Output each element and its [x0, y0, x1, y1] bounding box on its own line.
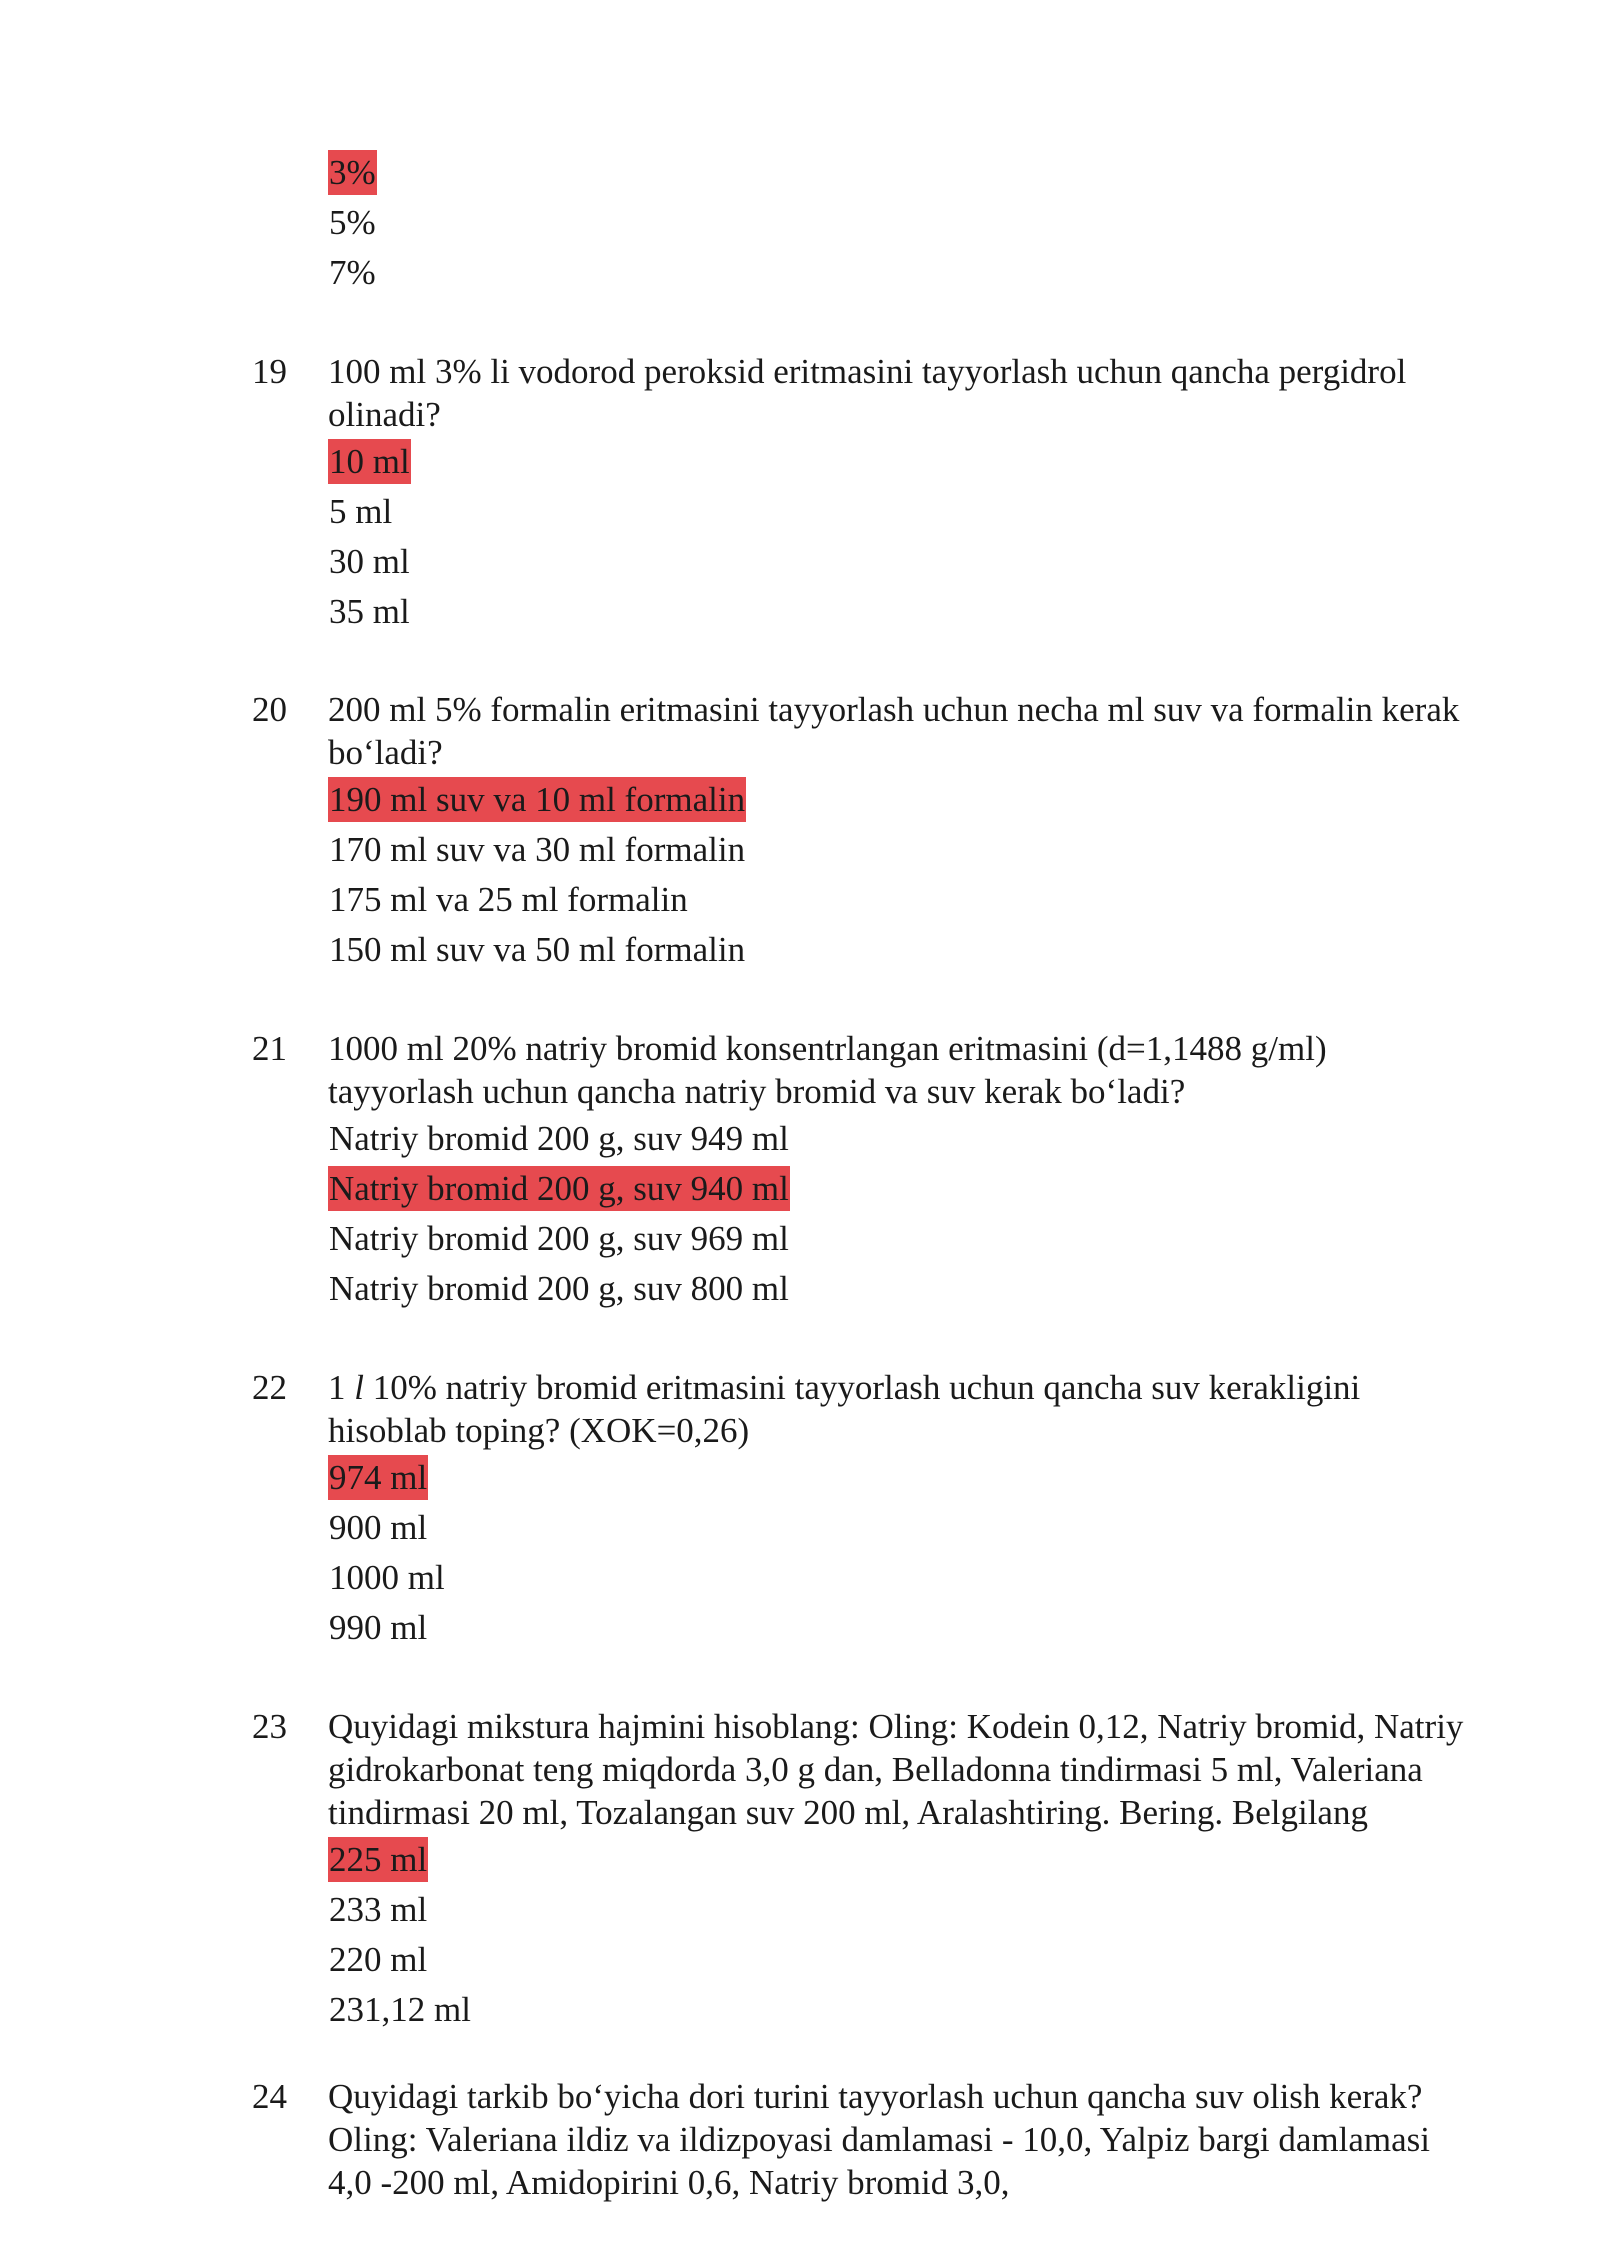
answer-option[interactable]: 1000 ml — [329, 1558, 445, 1597]
answer-option-correct[interactable]: 190 ml suv va 10 ml formalin — [329, 780, 746, 819]
answer-option[interactable]: 231,12 ml — [329, 1990, 471, 2029]
question-number: 23 — [252, 1707, 287, 1746]
question-24 — [252, 2075, 1472, 2204]
answer-option-correct[interactable]: 225 ml — [329, 1840, 428, 1879]
question-text: 1000 ml 20% natriy bromid konsentrlangan eritmasini (d=1,1488 g/ml) tayyorlash uchun qancha natriy bromid va suv kerak bo‘ladi? — [328, 1029, 1327, 1111]
question-text: 200 ml 5% formalin eritmasini tayyorlash uchun necha ml suv va formalin kerak bo‘ladi? — [328, 690, 1460, 772]
answer-option-correct[interactable]: 974 ml — [329, 1458, 428, 1497]
answer-option-correct[interactable]: Natriy bromid 200 g, suv 940 ml — [329, 1169, 789, 1208]
answer-option[interactable]: Natriy bromid 200 g, suv 969 ml — [329, 1219, 789, 1258]
question-number: 24 — [252, 2077, 287, 2116]
question-20 — [252, 688, 1472, 978]
answer-option[interactable]: 170 ml suv va 30 ml formalin — [329, 830, 746, 869]
question-text: Quyidagi tarkib bo‘yicha dori turini tayyorlash uchun qancha suv olish kerak? Oling: Valeriana ildiz va ildizpoyasi damlamasi - 10,0, Yalpiz bargi damlamasi 4,0 -200 ml, Amidopirini 0,6, Natriy bromid 3,0, — [328, 2077, 1430, 2202]
answer-option[interactable]: Natriy bromid 200 g, suv 949 ml — [329, 1119, 789, 1158]
question-number: 20 — [252, 690, 287, 729]
question-number: 19 — [252, 352, 287, 391]
previous-question-options — [328, 151, 377, 301]
answer-option[interactable]: Natriy bromid 200 g, suv 800 ml — [329, 1269, 789, 1308]
question-21 — [252, 1027, 1472, 1317]
answer-option[interactable]: 7% — [329, 253, 376, 292]
question-text: Quyidagi mikstura hajmini hisoblang: Oling: Kodein 0,12, Natriy bromid, Natriy gidrokarbonat teng miqdorda 3,0 g dan, Belladonna tindirmasi 5 ml, Valeriana tindirmasi 20 ml, Tozalangan suv 200 ml, Aralashtiring. Bering. Belgilang — [328, 1707, 1464, 1832]
answer-option[interactable]: 5% — [329, 203, 376, 242]
question-text: 1 l 10% natriy bromid eritmasini tayyorlash uchun qancha suv kerakligini hisoblab toping? (XOK=0,26) — [328, 1368, 1361, 1450]
answer-option[interactable]: 900 ml — [329, 1508, 428, 1547]
answer-option[interactable]: 175 ml va 25 ml formalin — [329, 880, 688, 919]
answer-option[interactable]: 5 ml — [329, 492, 393, 531]
answer-option[interactable]: 30 ml — [329, 542, 410, 581]
question-number: 21 — [252, 1029, 287, 1068]
answer-option[interactable]: 990 ml — [329, 1608, 428, 1647]
answer-option[interactable]: 35 ml — [329, 592, 410, 631]
question-number: 22 — [252, 1368, 287, 1407]
answer-option[interactable]: 220 ml — [329, 1940, 428, 1979]
unit-litre: l — [354, 1368, 364, 1407]
question-22 — [252, 1366, 1472, 1656]
question-23 — [252, 1705, 1472, 2031]
answer-option-correct[interactable]: 3% — [329, 153, 376, 192]
answer-option[interactable]: 150 ml suv va 50 ml formalin — [329, 930, 746, 969]
question-text: 100 ml 3% li vodorod peroksid eritmasini tayyorlash uchun qancha pergidrol olinadi? — [328, 352, 1407, 434]
answer-option-correct[interactable]: 10 ml — [329, 442, 410, 481]
question-19 — [252, 350, 1472, 640]
answer-option[interactable]: 233 ml — [329, 1890, 428, 1929]
